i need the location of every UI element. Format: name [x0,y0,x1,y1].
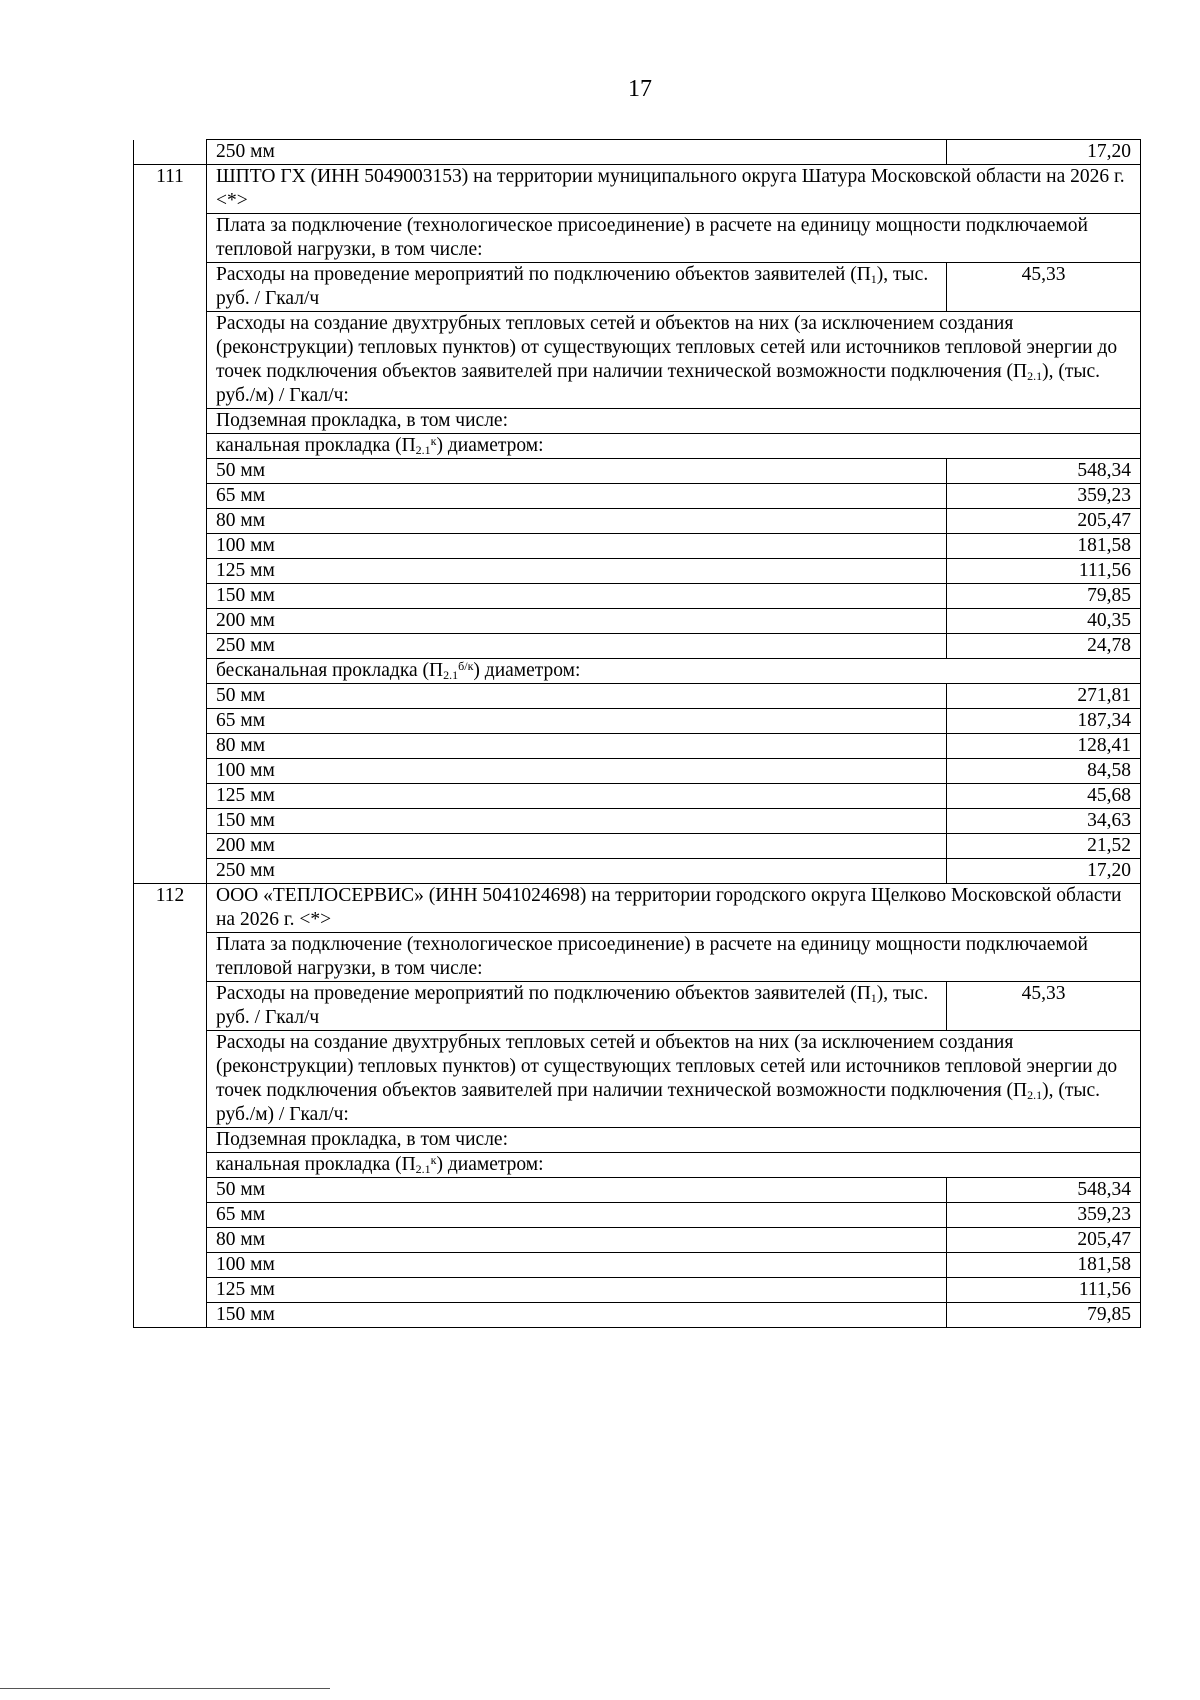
row-number-cell [134,534,207,559]
row-number-cell [134,1303,207,1328]
table-row [134,1253,1141,1278]
diameter-label: 80 мм [207,1228,947,1253]
channel-label: канальная прокладка $(П_{2.1}^к)$ диаметром: [207,1153,1141,1178]
diameter-label: 80 мм [207,509,947,534]
table-row [134,609,1141,634]
row-number-cell [134,1253,207,1278]
fee-label-row [134,214,1141,263]
diameter-value: 128,41 [947,734,1141,759]
table-row [134,1228,1141,1253]
diameter-value: 84,58 [947,759,1141,784]
row-number-cell [134,634,207,659]
p21-label: Расходы на создание двухтрубных тепловых сетей и объектов на них (за исключением создания (реконструкции) тепловых пунктов) от существующих тепловых сетей или источников тепловой энергии до точек подключения объектов заявителей при наличии технической возможности подключения $(П_{2.1})$, (тыс. руб./м) / Гкал/ч: [207,312,1141,409]
row-number-cell [134,609,207,634]
underground-row [134,1128,1141,1153]
p1-row [134,263,1141,312]
diameter-label: 250 мм [207,140,947,165]
row-number-cell [134,1203,207,1228]
diameter-label: 50 мм [207,684,947,709]
diameter-label: 200 мм [207,834,947,859]
table-row [134,559,1141,584]
table-row [134,584,1141,609]
diameter-value: 271,81 [947,684,1141,709]
row-number-cell [134,759,207,784]
organization-title: ШПТО ГХ (ИНН 5049003153) на территории муниципального округа Шатура Московской области на 2026 г. <*> [207,165,1141,214]
row-number-cell [134,709,207,734]
table-row [134,809,1141,834]
channel-label: канальная прокладка $(П_{2.1}^к)$ диаметром: [207,434,1141,459]
fee-label: Плата за подключение (технологическое присоединение) в расчете на единицу мощности подключаемой тепловой нагрузки, в том числе: [207,214,1141,263]
diameter-label: 65 мм [207,1203,947,1228]
table-row [134,834,1141,859]
scan-edge-line [0,1688,330,1689]
diameter-label: 80 мм [207,734,947,759]
diameter-label: 100 мм [207,1253,947,1278]
table-row [134,509,1141,534]
diameter-value: 79,85 [947,584,1141,609]
diameter-value: 79,85 [947,1303,1141,1328]
diameter-label: 125 мм [207,784,947,809]
diameter-value: 21,52 [947,834,1141,859]
row-number-cell [134,140,207,165]
table-row [134,634,1141,659]
underground-label: Подземная прокладка, в том числе: [207,409,1141,434]
table-row [134,734,1141,759]
diameter-label: 125 мм [207,1278,947,1303]
row-number-cell [134,1228,207,1253]
p1-label: Расходы на проведение мероприятий по подключению объектов заявителей $(П_1)$, тыс. руб. / Гкал/ч [207,982,947,1031]
table-row [134,1203,1141,1228]
p1-label: Расходы на проведение мероприятий по подключению объектов заявителей $(П_1)$, тыс. руб. / Гкал/ч [207,263,947,312]
diameter-value: 24,78 [947,634,1141,659]
diameter-label: 150 мм [207,584,947,609]
p1-value: 45,33 [947,982,1141,1031]
organization-title: ООО «ТЕПЛОСЕРВИС» (ИНН 5041024698) на территории городского округа Щелково Московской области на 2026 г. <*> [207,884,1141,933]
p21-row [134,312,1141,409]
diameter-label: 50 мм [207,459,947,484]
tariff-table [133,139,1141,1328]
channelless-heading-row [134,659,1141,684]
p21-label: Расходы на создание двухтрубных тепловых сетей и объектов на них (за исключением создания (реконструкции) тепловых пунктов) от существующих тепловых сетей или источников тепловой энергии до точек подключения объектов заявителей при наличии технической возможности подключения $(П_{2.1})$, (тыс. руб./м) / Гкал/ч: [207,1031,1141,1128]
table-row [134,709,1141,734]
diameter-value: 187,34 [947,709,1141,734]
section-number: 112 [134,884,207,933]
diameter-value: 45,68 [947,784,1141,809]
table-row [134,1303,1141,1328]
row-number-cell [134,809,207,834]
diameter-label: 65 мм [207,709,947,734]
diameter-label: 150 мм [207,809,947,834]
diameter-label: 250 мм [207,859,947,884]
table-row [134,484,1141,509]
table-row [134,759,1141,784]
table-row [134,1278,1141,1303]
diameter-value: 548,34 [947,459,1141,484]
table-row [134,534,1141,559]
diameter-label: 200 мм [207,609,947,634]
row-number-cell [134,459,207,484]
diameter-value: 17,20 [947,140,1141,165]
table-row [134,1178,1141,1203]
p21-row [134,1031,1141,1128]
diameter-label: 125 мм [207,559,947,584]
fee-label-row [134,933,1141,982]
row-number-cell [134,559,207,584]
diameter-value: 181,58 [947,534,1141,559]
diameter-value: 17,20 [947,859,1141,884]
section-title-row [134,884,1141,933]
page-number: 17 [628,76,652,102]
section-number: 111 [134,165,207,214]
row-number-cell [134,684,207,709]
underground-row [134,409,1141,434]
diameter-label: 150 мм [207,1303,947,1328]
fee-label: Плата за подключение (технологическое присоединение) в расчете на единицу мощности подключаемой тепловой нагрузки, в том числе: [207,933,1141,982]
diameter-value: 205,47 [947,509,1141,534]
row-number-cell [134,484,207,509]
row-number-cell [134,1178,207,1203]
section-title-row [134,165,1141,214]
diameter-value: 181,58 [947,1253,1141,1278]
channelless-label: бесканальная прокладка $(П_{2.1}^{б/к})$ диаметром: [207,659,1141,684]
diameter-value: 548,34 [947,1178,1141,1203]
diameter-label: 100 мм [207,759,947,784]
table-row [134,459,1141,484]
diameter-label: 65 мм [207,484,947,509]
diameter-label: 50 мм [207,1178,947,1203]
diameter-value: 111,56 [947,559,1141,584]
row-number-cell [134,859,207,884]
diameter-value: 40,35 [947,609,1141,634]
table-row [134,784,1141,809]
channel-heading-row [134,1153,1141,1178]
channel-heading-row [134,434,1141,459]
row-number-cell [134,584,207,609]
diameter-value: 34,63 [947,809,1141,834]
diameter-value: 205,47 [947,1228,1141,1253]
table-row [134,859,1141,884]
row-number-cell [134,1278,207,1303]
diameter-label: 250 мм [207,634,947,659]
underground-label: Подземная прокладка, в том числе: [207,1128,1141,1153]
diameter-value: 111,56 [947,1278,1141,1303]
diameter-label: 100 мм [207,534,947,559]
row-number-cell [134,509,207,534]
row-number-cell [134,734,207,759]
row-number-cell [134,834,207,859]
p1-row [134,982,1141,1031]
table-row [134,140,1141,165]
row-number-cell [134,784,207,809]
table-row [134,684,1141,709]
p1-value: 45,33 [947,263,1141,312]
diameter-value: 359,23 [947,1203,1141,1228]
diameter-value: 359,23 [947,484,1141,509]
